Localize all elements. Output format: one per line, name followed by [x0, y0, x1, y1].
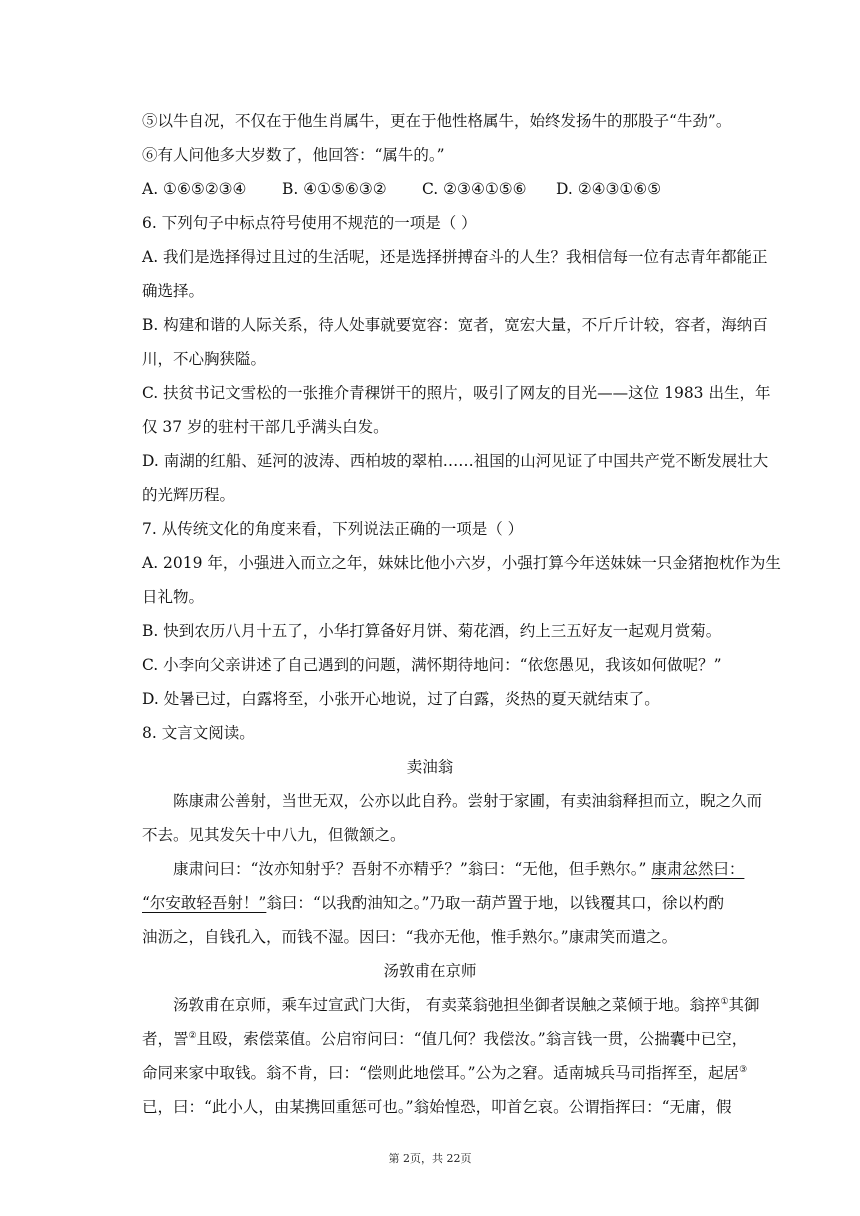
passage2-line1: [173, 994, 783, 1016]
sentence-5: ⑤以牛自况，不仅在于他生肖属牛，更在于他性格属牛，始终发扬牛的那股子“牛劲”。: [142, 112, 732, 130]
q6-option-d-line2: 的光辉历程。: [142, 486, 236, 504]
option-d: D. ②④③①⑥⑤: [556, 180, 662, 198]
passage-title-1: 卖油翁: [406, 758, 454, 776]
option-a: A. ①⑥⑤②③④: [142, 180, 247, 198]
passage1-para2-line2: [142, 892, 752, 914]
passage2-line3: [142, 1062, 752, 1084]
q5-options: [142, 178, 752, 200]
q6-option-a-line2: 确选择。: [142, 282, 205, 300]
footnote-marker-2: ②: [188, 1031, 197, 1041]
option-b: B. ④①⑤⑥③②: [282, 180, 387, 198]
q6-option-d-line1: D. 南湖的红船、延河的波涛、西柏坡的翠柏……祖国的山河见证了中国共产党不断发展壮大: [142, 452, 769, 470]
option-c: C. ②③④①⑤⑥: [422, 180, 527, 198]
footnote-marker-3: ③: [739, 1065, 748, 1075]
passage1-para1-line2: 不去。见其发矢十中八九，但微颔之。: [142, 826, 406, 844]
passage2-text: 命同来家中取钱。翁不肯，曰：“偿则此地偿耳。”公为之窘。适南城兵马司指挥至，起居: [142, 1064, 740, 1082]
underlined-sentence-part1: 康肃忿然曰：: [651, 860, 745, 878]
passage1-para2-line3: 油沥之，自钱孔入，而钱不湿。因曰：“我亦无他，惟手熟尔。”康肃笑而遣之。: [142, 928, 678, 946]
q7-option-b: B. 快到农历八月十五了，小华打算备好月饼、菊花酒，约上三五好友一起观月赏菊。: [142, 622, 722, 640]
underlined-sentence-part2: “尔安敢轻吾射！”: [142, 894, 267, 912]
q6-option-a-line1: A. 我们是选择得过且过的生活呢，还是选择拼搏奋斗的人生？我相信每一位有志青年都能正: [142, 248, 768, 266]
passage1-para2-line1: [173, 858, 783, 880]
question-7: 7. 从传统文化的角度来看，下列说法正确的一项是（ ）: [142, 520, 524, 538]
q7-option-a-line1: A. 2019 年，小强进入而立之年，妹妹比他小六岁，小强打算今年送妹妹一只金猪抱枕作为生: [142, 554, 781, 572]
q7-option-c: C. 小李向父亲讲述了自己遇到的问题，满怀期待地问：“依您愚见，我该如何做呢？”: [142, 656, 722, 674]
passage2-line4: 已，曰：“此小人，由某携回重惩可也。”翁始惶恐，叩首乞哀。公谓指挥曰：“无庸，假: [142, 1098, 732, 1116]
q6-option-b-line1: B. 构建和谐的人际关系，待人处事就要宽容：宽者，宽宏大量，不斤斤计较，容者，海纳百: [142, 316, 768, 334]
passage2-text: 者，詈: [142, 1030, 189, 1048]
para2-text-cont: 翁曰：“以我酌油知之。”乃取一葫芦置于地，以钱覆其口，徐以杓酌: [266, 894, 724, 912]
passage2-line2: [142, 1028, 752, 1050]
q7-option-a-line2: 日礼物。: [142, 588, 205, 606]
passage-title-2: 汤敦甫在京师: [383, 962, 477, 980]
passage2-text: 汤敦甫在京师，乘车过宣武门大街， 有卖菜翁弛担坐御者误触之菜倾于地。翁捽: [173, 996, 721, 1014]
page-footer: 第 2页，共 22页: [388, 1152, 472, 1165]
sentence-6: ⑥有人问他多大岁数了，他回答：“属牛的。”: [142, 146, 445, 164]
passage1-para1-line1: 陈康肃公善射，当世无双，公亦以此自矜。尝射于家圃，有卖油翁释担而立，睨之久而: [173, 792, 763, 810]
q6-option-c-line2: 仅 37 岁的驻村干部几乎满头白发。: [142, 418, 389, 436]
passage2-text: 其御: [728, 996, 760, 1014]
q6-option-b-line2: 川，不心胸狭隘。: [142, 350, 267, 368]
q6-option-c-line1: C. 扶贫书记文雪松的一张推介青稞饼干的照片，吸引了网友的目光——这位 1983 出生，年: [142, 384, 771, 402]
passage2-text: 且殴，索偿菜值。公启帘问曰：“值几何？我偿汝。”翁言钱一贯，公揣囊中已空，: [196, 1030, 748, 1048]
para2-text: 康肃问曰：“汝亦知射乎？吾射不亦精乎？”翁曰：“无他，但手熟尔。”: [173, 860, 652, 878]
footnote-marker-1: ①: [720, 997, 729, 1007]
q7-option-d: D. 处暑已过，白露将至，小张开心地说，过了白露，炎热的夏天就结束了。: [142, 690, 660, 708]
question-8: 8. 文言文阅读。: [142, 724, 255, 742]
question-6: 6. 下列句子中标点符号使用不规范的一项是（ ）: [142, 214, 477, 232]
